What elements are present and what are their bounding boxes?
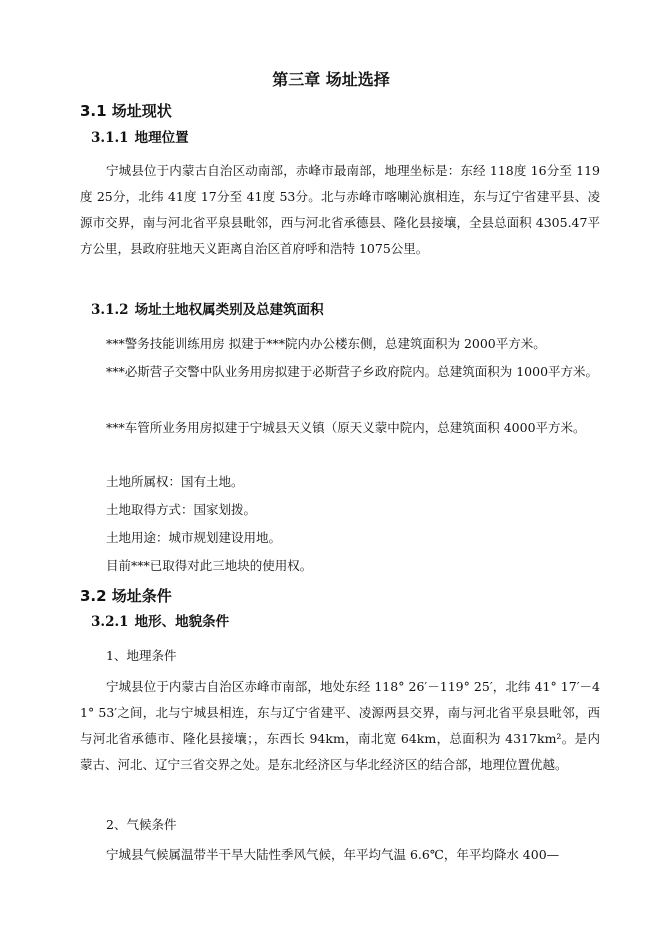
land-acquisition-line: 土地取得方式：国家划拨。 (106, 502, 257, 517)
traffic-team-paragraph: ***必斯营子交警中队业务用房拟建于必斯营子乡政府院内。总建筑面积为 1000平方米。 (106, 364, 599, 379)
section-number: 3.1.1 (91, 130, 129, 146)
geography-paragraph: 宁城县位于内蒙古自治区赤峰市南部，地处东经 118° 26′－119° 25′，北纬 41° 17′－41° 53′之间，北与宁城县相连，东与辽宁省建平、凌源两县交界，南与河北省平泉县毗邻，西与河北省承德市、隆化县接壤；，东西长 94km，南北宽 64km，总面积为 4317km²。是内蒙古、河北、辽宁三省交界之处。是东北经济区与华北经济区的结合部，地理位置优越。 (80, 679, 600, 772)
vehicle-office-paragraph: ***车管所业务用房拟建于宁城县天义镇（原天义蒙中院内，总建筑面积 4000平方米。 (106, 420, 586, 435)
section-3-2-1-heading (91, 612, 229, 632)
location-paragraph: 宁城县位于内蒙古自治区动南部，赤峰市最南部，地理坐标是：东经 118度 16分至 119度 25分，北纬 41度 17分至 41度 53分。北与赤峰市喀喇沁旗相连，东与辽宁省建平县、凌源市交界，南与河北省平泉县毗邻，西与河北省承德县、隆化县接壤，全县总面积 4305.47平方公里，县政府驻地天义距离自治区首府呼和浩特 1075公里。 (80, 163, 600, 256)
climate-item-label: 2、气候条件 (106, 817, 177, 832)
land-ownership-line: 土地所属权：国有土地。 (106, 474, 244, 489)
training-building-paragraph: ***警务技能训练用房 拟建于***院内办公楼东侧，总建筑面积为 2000平方米。 (106, 336, 546, 351)
section-number: 3.2.1 (91, 614, 129, 630)
land-use-line: 土地用途：城市规划建设用地。 (106, 530, 282, 545)
section-3-1-2-heading (91, 300, 324, 320)
section-3-1-title: 3.1 场址现状 (80, 102, 172, 120)
section-3-1-1-title: 地理位置 (134, 130, 189, 146)
climate-paragraph: 宁城县气候属温带半干旱大陆性季风气候，年平均气温 6.6℃，年平均降水 400— (106, 847, 560, 862)
geography-item-label: 1、地理条件 (106, 648, 177, 663)
land-rights-line: 目前***已取得对此三地块的使用权。 (106, 558, 313, 573)
section-3-2-1-title: 地形、地貌条件 (134, 614, 230, 630)
section-3-1-2-title: 场址土地权属类别及总建筑面积 (134, 302, 324, 318)
section-3-2-title: 3.2 场址条件 (80, 587, 172, 605)
section-number: 3.1.2 (91, 302, 129, 318)
section-3-1-1-heading (91, 128, 189, 148)
chapter-title: 第三章 场址选择 (272, 70, 390, 89)
